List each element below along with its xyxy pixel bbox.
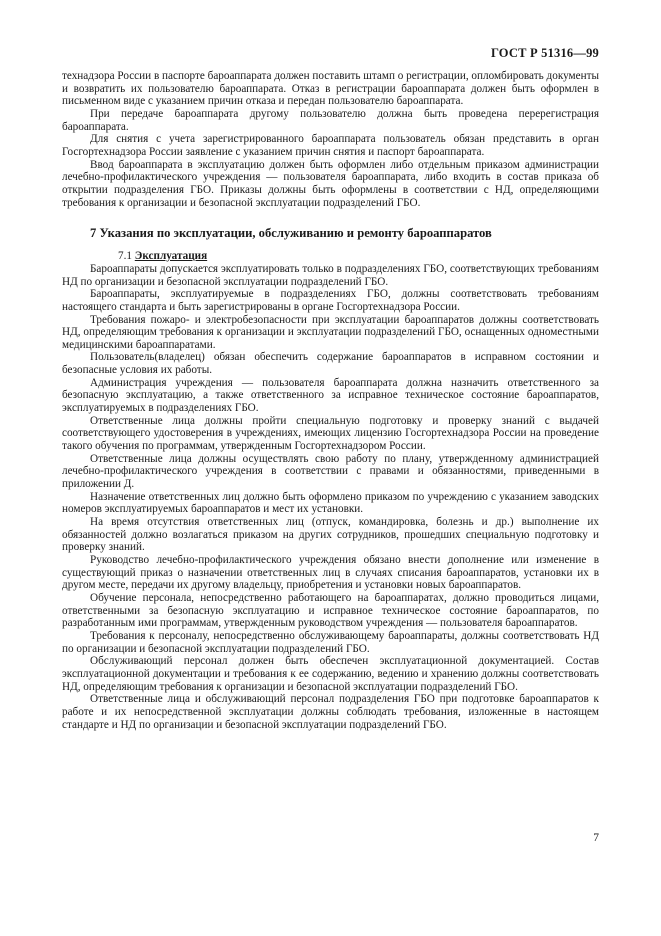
paragraph: Назначение ответственных лиц должно быть оформлено приказом по учреждению с указанием заводских номеров эксплуатируемых бароаппаратов и мест их установки. <box>62 490 599 516</box>
paragraph: Для снятия с учета зарегистрированного бароаппарата пользователь обязан представить в орган Госгортехнадзора России заявление с указанием причин снятия и паспорт бароаппарата. <box>62 133 599 158</box>
section-heading: 7 Указания по эксплуатации, обслуживанию и ремонту бароаппаратов <box>90 226 492 241</box>
paragraph: Ответственные лица должны осуществлять свою работу по плану, утвержденному администрацией лечебно-профилактического учреждения в соответствии с правами и обязанностями, приведенными в приложении Д. <box>62 452 599 491</box>
paragraph: Обслуживающий персонал должен быть обеспечен эксплуатационной документацией. Состав эксплуатационной документации и требования к ее содержанию, ведению и хранению должны соответствовать НД, определяющим требования к организации и безопасной эксплуатации подразделений ГБО. <box>62 655 599 693</box>
paragraph: технадзора России в паспорте бароаппарата должен поставить штамп о регистрации, опломбировать документы и возвратить их пользователю бароаппарата. Отказ в регистрации бароаппарата должен быть оформлен в письменном виде с указанием причин отказа и передан пользователю бароаппарата. <box>62 70 599 108</box>
paragraph: Ответственные лица должны пройти специальную подготовку и проверку знаний с выдачей соответствующего удостоверения в учреждениях, имеющих лицензию Госгортехнадзора России на проведение такого обучения по программам, утвержденным Госгортехнадзором России. <box>62 414 599 453</box>
paragraph: Требования пожаро- и электробезопасности при эксплуатации бароаппаратов должны соответствовать НД, определяющим требования к организации и эксплуатации подразделений ГБО, оснащенных одноместными медицинскими бароаппаратами. <box>62 313 599 351</box>
document-body <box>62 70 599 731</box>
paragraph: Бароаппараты, эксплуатируемые в подразделениях ГБО, должны соответствовать требованиям настоящего стандарта и быть зарегистрированы в органе Госгортехнадзора России. <box>62 288 599 313</box>
paragraph: Требования к персоналу, непосредственно обслуживающему бароаппараты, должны соответствовать НД по организации и безопасной эксплуатации подразделений ГБО. <box>62 629 599 655</box>
subsection-title: Эксплуатация <box>134 250 208 263</box>
paragraph: На время отсутствия ответственных лиц (отпуск, командировка, болезнь и др.) выполнение их обязанностей должно возлагаться приказом на других сотрудников, прошедших специальную подготовку и проверку знаний. <box>62 516 599 554</box>
paragraph: При передаче бароаппарата другому пользователю должна быть проведена перерегистрация бароаппарата. <box>62 107 599 133</box>
paragraph: Администрация учреждения — пользователя бароаппарата должна назначить ответственного за безопасную эксплуатацию, а также ответственного за исправное техническое состояние бароаппаратов, эксплуатируемых в подразделениях ГБО. <box>62 376 599 415</box>
paragraph: Бароаппараты допускается эксплуатировать только в подразделениях ГБО, соответствующих требованиям НД по организации и безопасной эксплуатации подразделений ГБО. <box>62 262 599 288</box>
paragraph: Ответственные лица и обслуживающий персонал подразделения ГБО при подготовке бароаппаратов к работе и их непосредственной эксплуатации должны соблюдать требования, изложенные в настоящем стандарте и НД по организации и безопасной эксплуатации подразделений ГБО. <box>62 693 599 731</box>
paragraph: Обучение персонала, непосредственно работающего на бароаппаратах, должно проводиться лицами, ответственными за безопасную эксплуатацию и исправное техническое состояние бароаппаратов, по разработанным ими программам, утвержденным руководством учреждения — пользователя бароаппаратов. <box>62 591 599 630</box>
page-number: 7 <box>593 832 599 844</box>
subsection-heading <box>62 250 599 263</box>
document-header: ГОСТ Р 51316—99 <box>490 46 599 60</box>
paragraph: Руководство лечебно-профилактического учреждения обязано внести дополнение или изменение в существующий приказ о назначении ответственных лиц в случаях списания бароаппаратов, установки их в другом месте, передачи их другому владельцу, приобретения и установки новых бароаппаратов. <box>62 553 599 592</box>
paragraph: Пользователь(владелец) обязан обеспечить содержание бароаппаратов в исправном состоянии и безопасные условия их работы. <box>62 351 599 377</box>
subsection-number: 7.1 <box>118 250 132 263</box>
paragraph: Ввод бароаппарата в эксплуатацию должен быть оформлен либо отдельным приказом администрации лечебно-профилактического учреждения — пользователя бароаппарата, либо входить в состав приказа об открытии подразделения ГБО. Приказы должны быть оформлены в соответствии с НД, определяющими требования к организации и безопасной эксплуатации подразделений ГБО. <box>62 158 599 209</box>
